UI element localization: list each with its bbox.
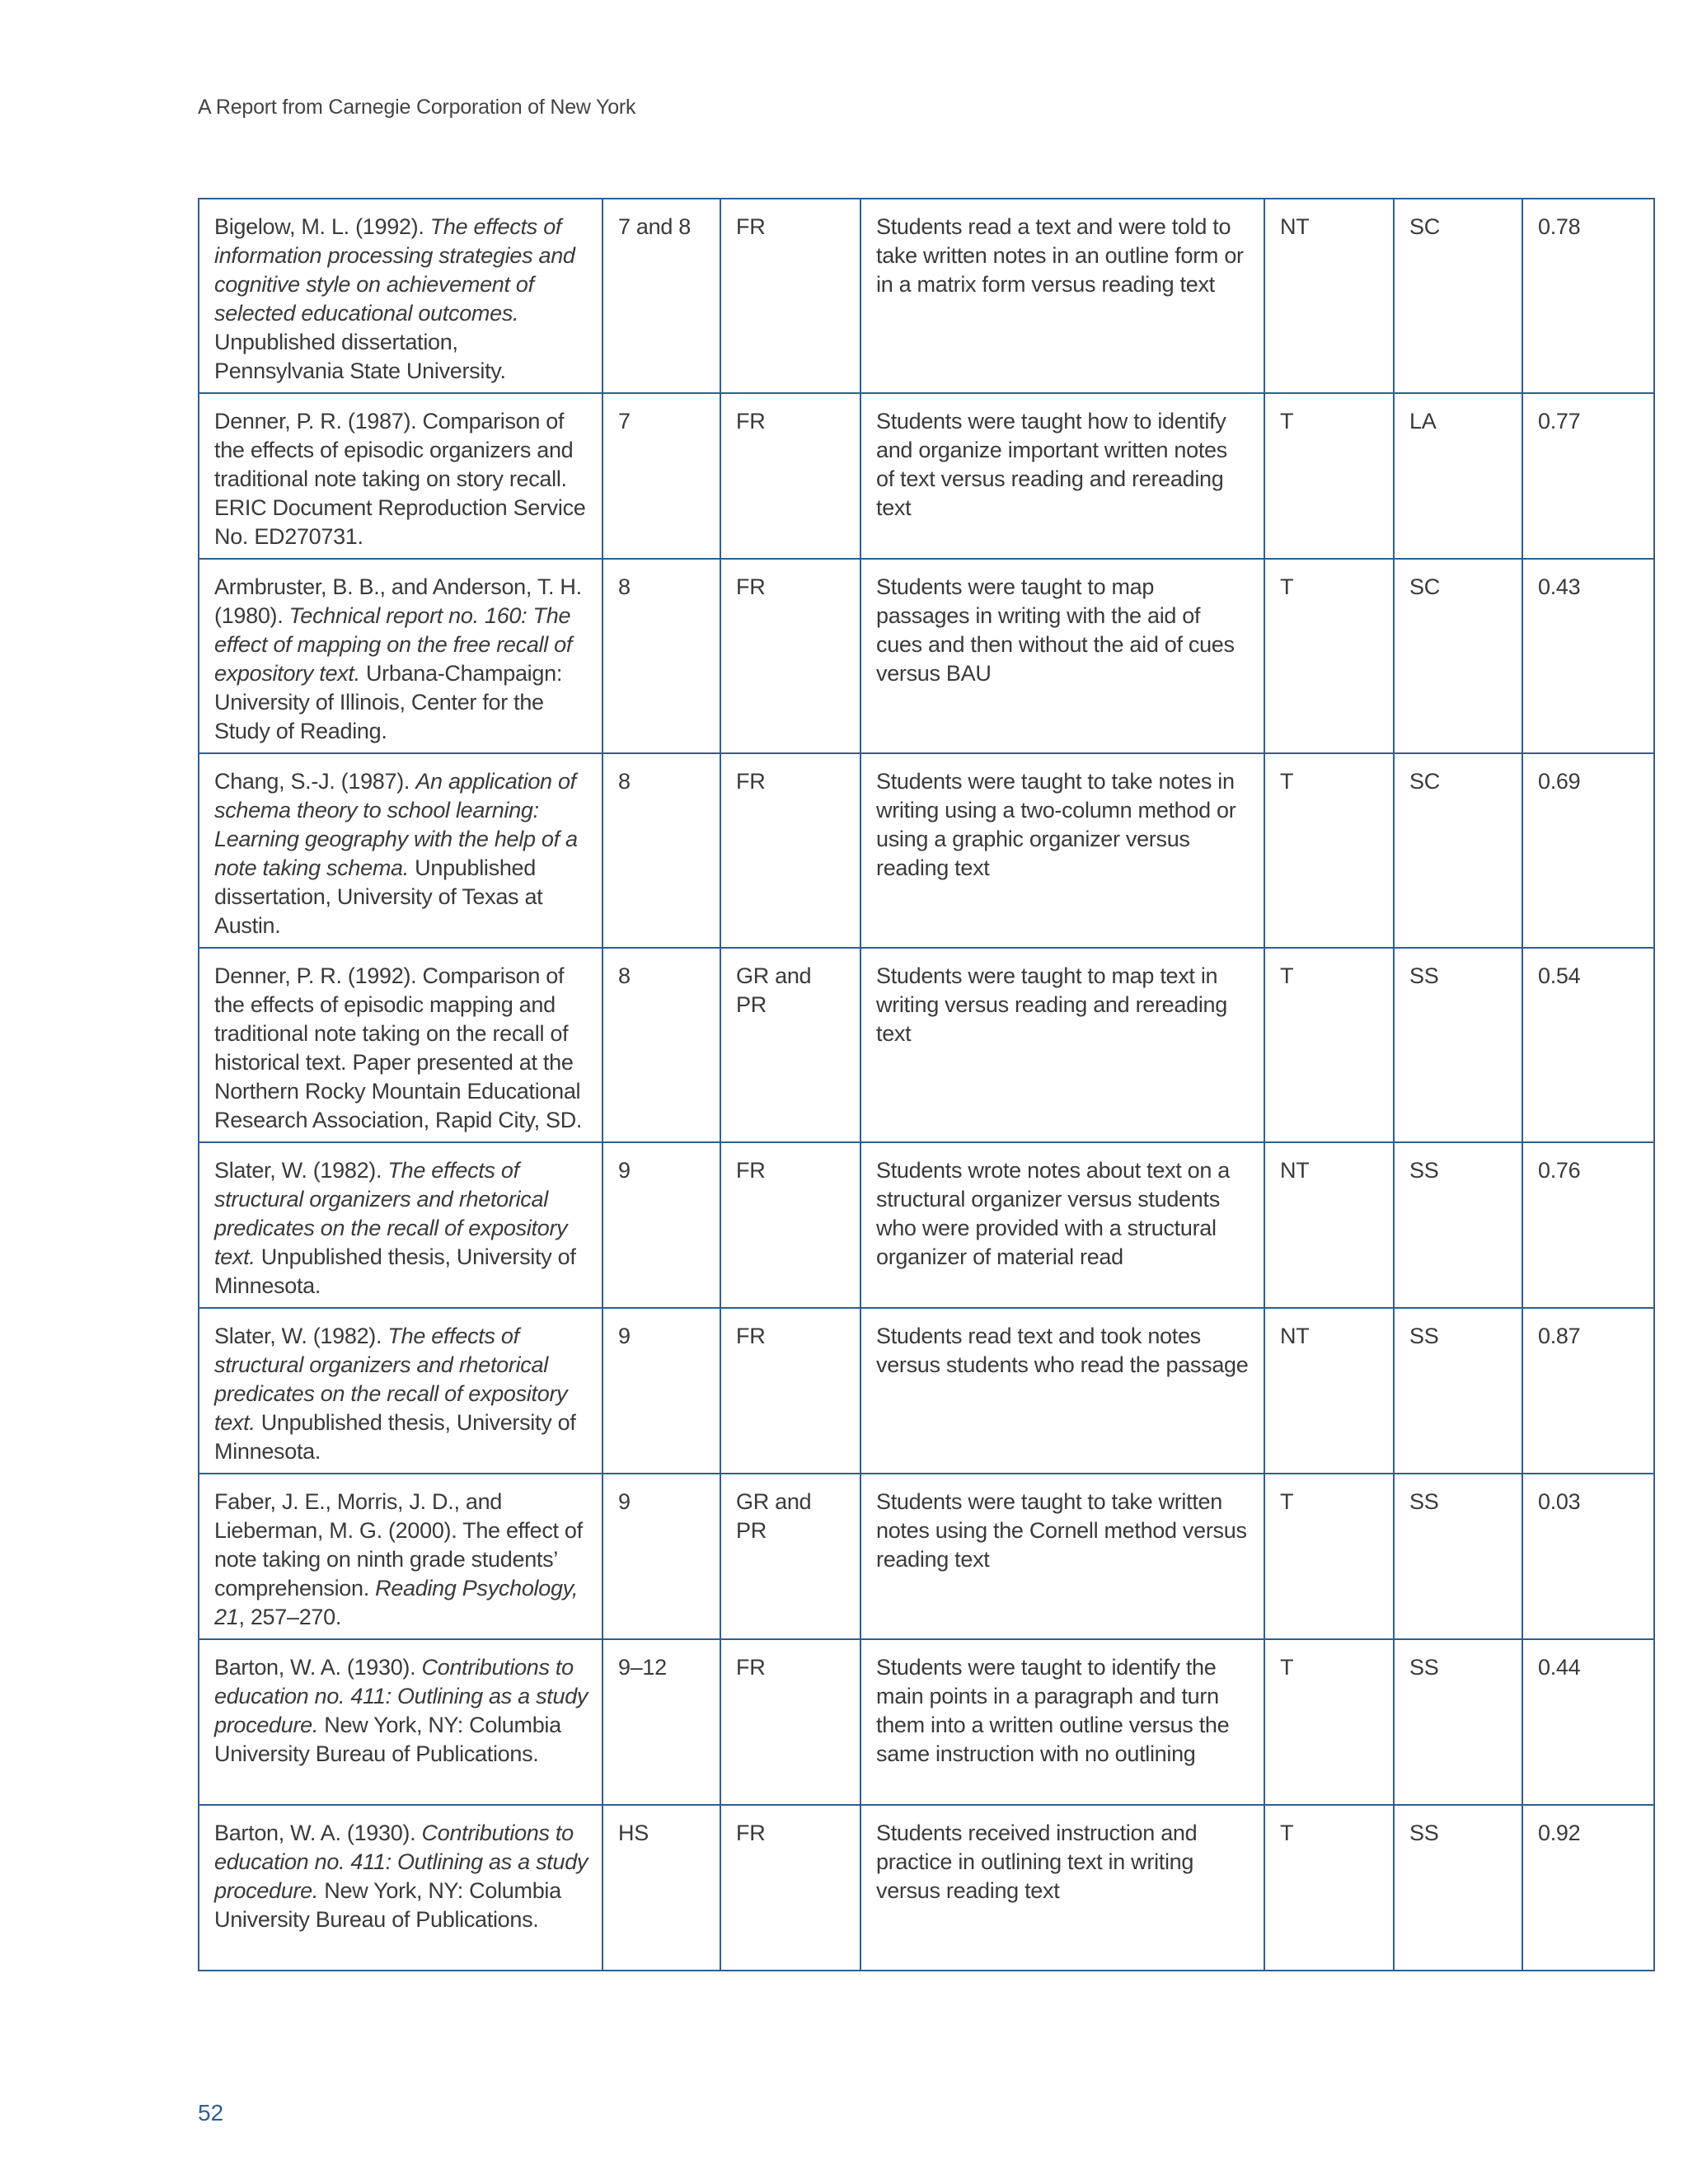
description-cell: Students were taught how to identify and organize important written notes of text versus reading and rereading text [860, 393, 1264, 559]
ref-text: Slater, W. (1982). [214, 1324, 388, 1348]
subject-area-cell: SS [1394, 1474, 1522, 1639]
ref-text: Slater, W. (1982). [214, 1158, 388, 1183]
ref-title: Reading Psychology, 21 [214, 1576, 579, 1629]
measure-cell: FR [720, 1308, 860, 1474]
description-cell: Students were taught to take written notes using the Cornell method versus reading text [860, 1474, 1264, 1639]
ref-text: Barton, W. A. (1930). [214, 1821, 422, 1845]
subject-area-cell: SS [1394, 948, 1522, 1142]
reference-cell [199, 1805, 603, 1971]
table-body [199, 199, 1654, 1971]
table-row [199, 1474, 1654, 1639]
ref-title: Contributions to education no. 411: Outlining as a study procedure. [214, 1821, 588, 1903]
ref-text: Armbruster, B. B., and Anderson, T. H. (1980). [214, 574, 582, 628]
measure-cell: FR [720, 199, 860, 393]
measure-cell: FR [720, 1805, 860, 1971]
training-cell: NT [1264, 1308, 1394, 1474]
table-row [199, 1639, 1654, 1805]
description-cell: Students were taught to identify the main points in a paragraph and turn them into a written outline versus the same instruction with no outlining [860, 1639, 1264, 1805]
grade-level-cell: 7 and 8 [603, 199, 720, 393]
ref-title: The effects of structural organizers and rhetorical predicates on the recall of expository text. [214, 1324, 568, 1435]
ref-text: Bigelow, M. L. (1992). [214, 214, 430, 239]
table-row [199, 1308, 1654, 1474]
measure-cell: FR [720, 393, 860, 559]
ref-text: New York, NY: Columbia University Bureau of Publications. [214, 1713, 561, 1766]
description-cell: Students were taught to map text in writing versus reading and rereading text [860, 948, 1264, 1142]
reference-cell [199, 393, 603, 559]
ref-text: Faber, J. E., Morris, J. D., and Lieberman, M. G. (2000). The effect of note taking on ninth grade students’ comprehension. [214, 1489, 583, 1601]
grade-level-cell: 7 [603, 393, 720, 559]
ref-text: Unpublished dissertation, Pennsylvania State University. [214, 330, 506, 383]
description-cell: Students received instruction and practice in outlining text in writing versus reading text [860, 1805, 1264, 1971]
subject-area-cell: SC [1394, 753, 1522, 948]
training-cell: T [1264, 753, 1394, 948]
description-cell: Students were taught to map passages in writing with the aid of cues and then without the aid of cues versus BAU [860, 559, 1264, 753]
table-row [199, 948, 1654, 1142]
running-head: A Report from Carnegie Corporation of New York [198, 96, 636, 119]
measure-cell: GR and PR [720, 948, 860, 1142]
training-cell: T [1264, 559, 1394, 753]
ref-text: New York, NY: Columbia University Bureau of Publications. [214, 1878, 561, 1932]
ref-title: The effects of information processing strategies and cognitive style on achievement of selected educational outcomes. [214, 214, 575, 326]
measure-cell: FR [720, 1142, 860, 1308]
ref-text: , 257–270. [238, 1605, 342, 1629]
ref-text: Urbana-Champaign: University of Illinois, Center for the Study of Reading. [214, 661, 563, 743]
reference-cell [199, 1308, 603, 1474]
grade-level-cell: HS [603, 1805, 720, 1971]
grade-level-cell: 8 [603, 559, 720, 753]
ref-text: Unpublished dissertation, University of Texas at Austin. [214, 855, 543, 938]
subject-area-cell: SC [1394, 199, 1522, 393]
effect-size-cell: 0.76 [1522, 1142, 1654, 1308]
ref-title: Contributions to education no. 411: Outlining as a study procedure. [214, 1655, 588, 1737]
subject-area-cell: SC [1394, 559, 1522, 753]
table-row [199, 393, 1654, 559]
ref-text: Unpublished thesis, University of Minnesota. [214, 1410, 576, 1464]
grade-level-cell: 8 [603, 948, 720, 1142]
ref-text: Denner, P. R. (1992). Comparison of the effects of episodic mapping and traditional note taking on the recall of historical text. Paper presented at the Northern Rocky Mountain Educational Research Association, Rapid City, SD. [214, 963, 583, 1132]
effect-size-cell: 0.54 [1522, 948, 1654, 1142]
ref-title: Technical report no. 160: The effect of mapping on the free recall of expository text. [214, 603, 573, 686]
training-cell: NT [1264, 199, 1394, 393]
effect-size-cell: 0.77 [1522, 393, 1654, 559]
subject-area-cell: SS [1394, 1142, 1522, 1308]
ref-text: Denner, P. R. (1987). Comparison of the effects of episodic organizers and traditional note taking on story recall. ERIC Document Reproduction Service No. ED270731. [214, 409, 586, 549]
grade-level-cell: 9 [603, 1308, 720, 1474]
subject-area-cell: SS [1394, 1308, 1522, 1474]
page-number: 52 [198, 2100, 224, 2125]
effect-size-cell: 0.44 [1522, 1639, 1654, 1805]
ref-text: Chang, S.-J. (1987). [214, 769, 416, 794]
description-cell: Students were taught to take notes in writing using a two-column method or using a graphic organizer versus reading text [860, 753, 1264, 948]
reference-cell [199, 1142, 603, 1308]
effect-size-cell: 0.78 [1522, 199, 1654, 393]
measure-cell: FR [720, 1639, 860, 1805]
grade-level-cell: 9–12 [603, 1639, 720, 1805]
reference-cell [199, 559, 603, 753]
training-cell: NT [1264, 1142, 1394, 1308]
reference-cell [199, 199, 603, 393]
table-row [199, 753, 1654, 948]
grade-level-cell: 9 [603, 1474, 720, 1639]
description-cell: Students read text and took notes versus students who read the passage [860, 1308, 1264, 1474]
grade-level-cell: 8 [603, 753, 720, 948]
description-cell: Students read a text and were told to take written notes in an outline form or in a matrix form versus reading text [860, 199, 1264, 393]
effect-size-cell: 0.03 [1522, 1474, 1654, 1639]
effect-size-cell: 0.43 [1522, 559, 1654, 753]
description-cell: Students wrote notes about text on a structural organizer versus students who were provided with a structural organizer of material read [860, 1142, 1264, 1308]
effect-size-cell: 0.92 [1522, 1805, 1654, 1971]
ref-text: Unpublished thesis, University of Minnesota. [214, 1244, 576, 1298]
training-cell: T [1264, 1474, 1394, 1639]
effect-size-cell: 0.69 [1522, 753, 1654, 948]
training-cell: T [1264, 1639, 1394, 1805]
measure-cell: FR [720, 559, 860, 753]
ref-text: Barton, W. A. (1930). [214, 1655, 422, 1680]
ref-title: The effects of structural organizers and rhetorical predicates on the recall of expository text. [214, 1158, 568, 1269]
training-cell: T [1264, 393, 1394, 559]
reference-cell [199, 753, 603, 948]
grade-level-cell: 9 [603, 1142, 720, 1308]
table-row [199, 1805, 1654, 1971]
subject-area-cell: SS [1394, 1805, 1522, 1971]
table-row [199, 1142, 1654, 1308]
training-cell: T [1264, 1805, 1394, 1971]
reference-cell [199, 948, 603, 1142]
training-cell: T [1264, 948, 1394, 1142]
measure-cell: FR [720, 753, 860, 948]
ref-title: An application of schema theory to school learning: Learning geography with the help of a note taking schema. [214, 769, 578, 880]
subject-area-cell: LA [1394, 393, 1522, 559]
measure-cell: GR and PR [720, 1474, 860, 1639]
reference-cell [199, 1474, 603, 1639]
effect-size-cell: 0.87 [1522, 1308, 1654, 1474]
subject-area-cell: SS [1394, 1639, 1522, 1805]
table-row [199, 559, 1654, 753]
table-row [199, 199, 1654, 393]
reference-cell [199, 1639, 603, 1805]
studies-table [198, 198, 1655, 1971]
